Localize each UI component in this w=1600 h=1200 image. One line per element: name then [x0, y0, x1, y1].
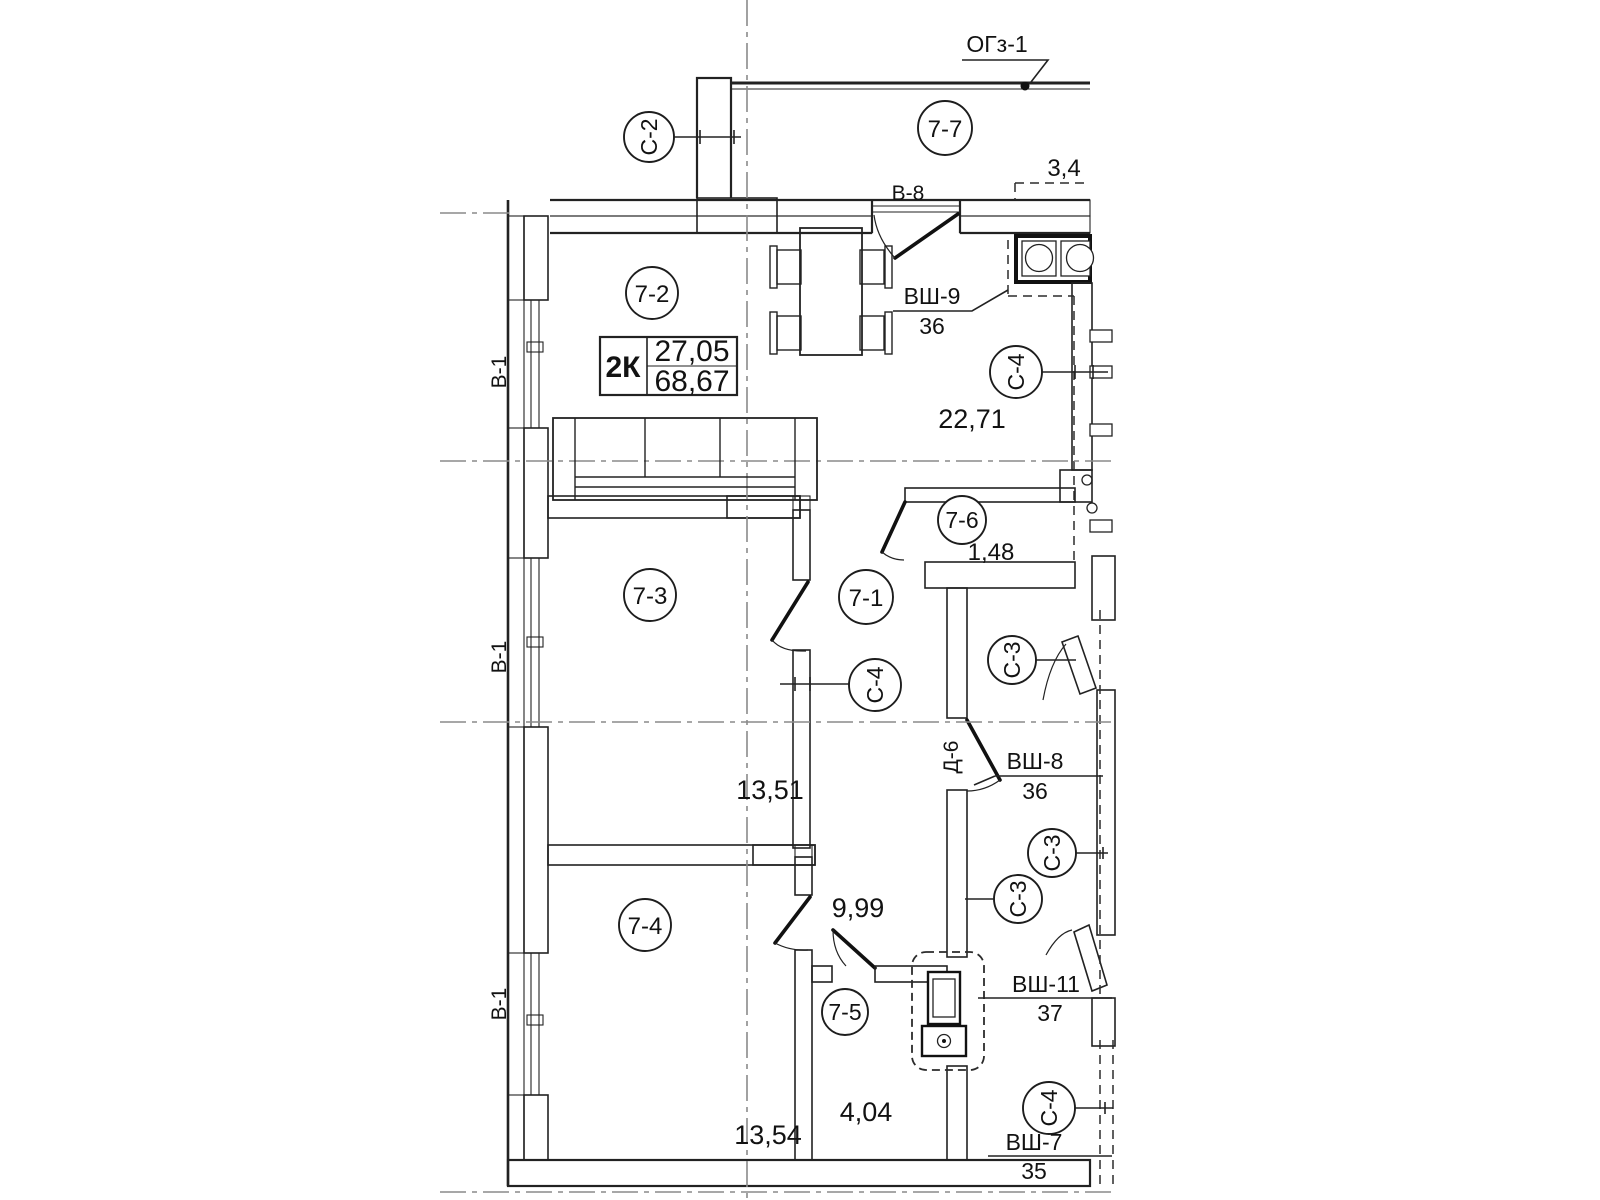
room-marker-wardrobe: 7-5	[828, 999, 862, 1025]
column-marker-c4-kitchen: С-4	[1003, 353, 1029, 391]
apartment-type: 2К	[605, 351, 641, 384]
shaft-num-vsh9: 36	[919, 313, 945, 339]
area-bedroom1: 13,51	[736, 775, 804, 805]
area-hall: 9,99	[831, 893, 885, 923]
room-marker-bedroom2: 7-4	[627, 913, 663, 940]
column-marker-c2: С-2	[636, 118, 662, 156]
area-kitchen-living: 22,71	[938, 404, 1006, 434]
room-marker-bathroom: 7-6	[945, 507, 979, 533]
shaft-num-vsh11: 37	[1037, 1000, 1063, 1026]
pipe-riser	[1087, 503, 1097, 513]
pipe-riser	[1082, 475, 1092, 485]
beam-label-v1-1: В-1	[488, 355, 511, 389]
shaft-label-vsh8: ВШ-8	[1006, 748, 1064, 774]
shaft-label-vsh7: ВШ-7	[1005, 1129, 1063, 1155]
column-marker-c3-2: С-3	[1039, 834, 1065, 872]
beam-label-v1-3: В-1	[488, 987, 511, 1021]
room-marker-hall: 7-1	[848, 585, 884, 612]
room-marker-bedroom1: 7-3	[632, 583, 668, 610]
apartment-living-area: 27,05	[654, 335, 730, 368]
apartment-total-area: 68,67	[654, 365, 730, 398]
shaft-num-vsh8: 36	[1022, 778, 1048, 804]
glazing-point	[1021, 82, 1030, 91]
area-bathroom: 1,48	[967, 539, 1015, 566]
column-marker-c4-hall: С-4	[862, 666, 888, 704]
shaft-label-vsh11: ВШ-11	[1012, 971, 1080, 997]
area-wardrobe: 4,04	[839, 1097, 893, 1127]
column-marker-c3-1: С-3	[999, 641, 1025, 679]
shaft-num-vsh7: 35	[1021, 1158, 1047, 1184]
area-bedroom2: 13,54	[734, 1120, 802, 1150]
door-label-v8: В-8	[891, 182, 925, 205]
glazing-label: ОГз-1	[966, 31, 1028, 57]
room-marker-living: 7-2	[634, 281, 670, 308]
area-balcony-partial: 3,4	[1047, 155, 1081, 182]
shaft-label-vsh9: ВШ-9	[903, 283, 961, 309]
room-marker-balcony: 7-7	[927, 116, 963, 143]
column-marker-c3-3: С-3	[1005, 880, 1031, 918]
column-marker-c4-bottom: С-4	[1036, 1089, 1062, 1127]
beam-label-v1-2: В-1	[488, 640, 511, 674]
sink-bowl-left	[1026, 245, 1053, 272]
door-label-d6: Д-6	[940, 740, 963, 774]
sink-bowl-right	[1067, 245, 1094, 272]
